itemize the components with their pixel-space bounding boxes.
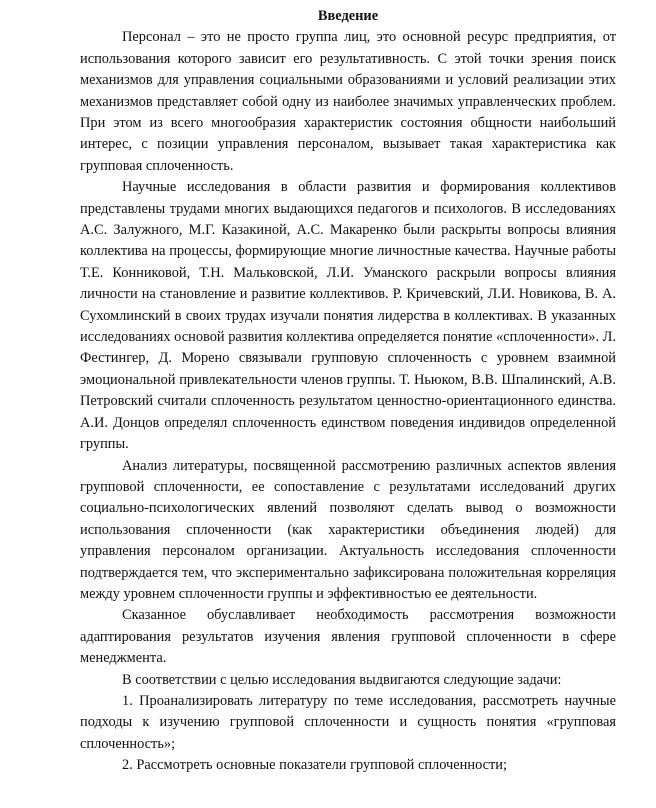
paragraph-4: Сказанное обуславливает необходимость рассмотрения возможности адаптирования результатов изучения явления групповой сплоченности в сфере менеджмента.	[80, 607, 616, 667]
task-item-1: 1. Проанализировать литературу по теме исследования, рассмотреть научные подходы к изучению групповой сплоченности и сущность понятия «групповая сплоченность»;	[80, 692, 616, 752]
task-item-2: 2. Рассмотреть основные показатели групповой сплоченности;	[122, 757, 508, 774]
page-title: Введение	[317, 8, 379, 24]
paragraph-5: В соответствии с целью исследования выдвигаются следующие задачи:	[122, 671, 562, 688]
paragraph-3: Анализ литературы, посвященной рассмотрению различных аспектов явления групповой сплоченности, ее сопоставление с результатами исследований других социально-психологических явлений позволяют сделать вывод о возможности использования сплоченности (как характеристики объединения людей) для управления персоналом организации. Актуальность исследования сплоченности подтверждается тем, что экспериментально зафиксирована положительная корреляция между уровнем сплоченности группы и эффективностью ее деятельности.	[80, 457, 616, 602]
paragraph-2: Научные исследования в области развития и формирования коллективов представлены трудами многих выдающихся педагогов и психологов. В исследованиях А.С. Залужного, М.Г. Казакиной, А.С. Макаренко были раскрыты вопросы влияния коллектива на процессы, формирующие многие личностные качества. Научные работы Т.Е. Конниковой, Т.Н. Мальковской, Л.И. Уманского раскрыли вопросы влияния личности на становление и развитие коллективов. Р. Кричевский, Л.И. Новикова, В. А. Сухомлинский в своих трудах изучали понятия лидерства в коллективах. В указанных исследованиях основой развития коллектива определяется понятие «сплоченности». Л. Фестингер, Д. Морено связывали групповую сплоченность с уровнем взаимной эмоциональной привлекательности членов группы. Т. Ньюком, В.В. Шпалинский, А.В. Петровский считали сплоченность результатом ценностно-ориентационного единства. А.И. Донцов определял сплоченность единством поведения индивидов определенной группы.	[80, 179, 617, 453]
document-page	[80, 6, 616, 777]
paragraph-1: Персонал – это не просто группа лиц, это основной ресурс предприятия, от использования которого зависит его результативность. С этой точки зрения поиск механизмов для управления социальными образованиями и условий реализации этих механизмов представляет собой одну из наиболее значимых управленческих проблем. При этом из всего многообразия характеристик состояния общности наибольший интерес, с позиции управления персоналом, вызывает такая характеристика как групповая сплоченность.	[80, 29, 616, 174]
